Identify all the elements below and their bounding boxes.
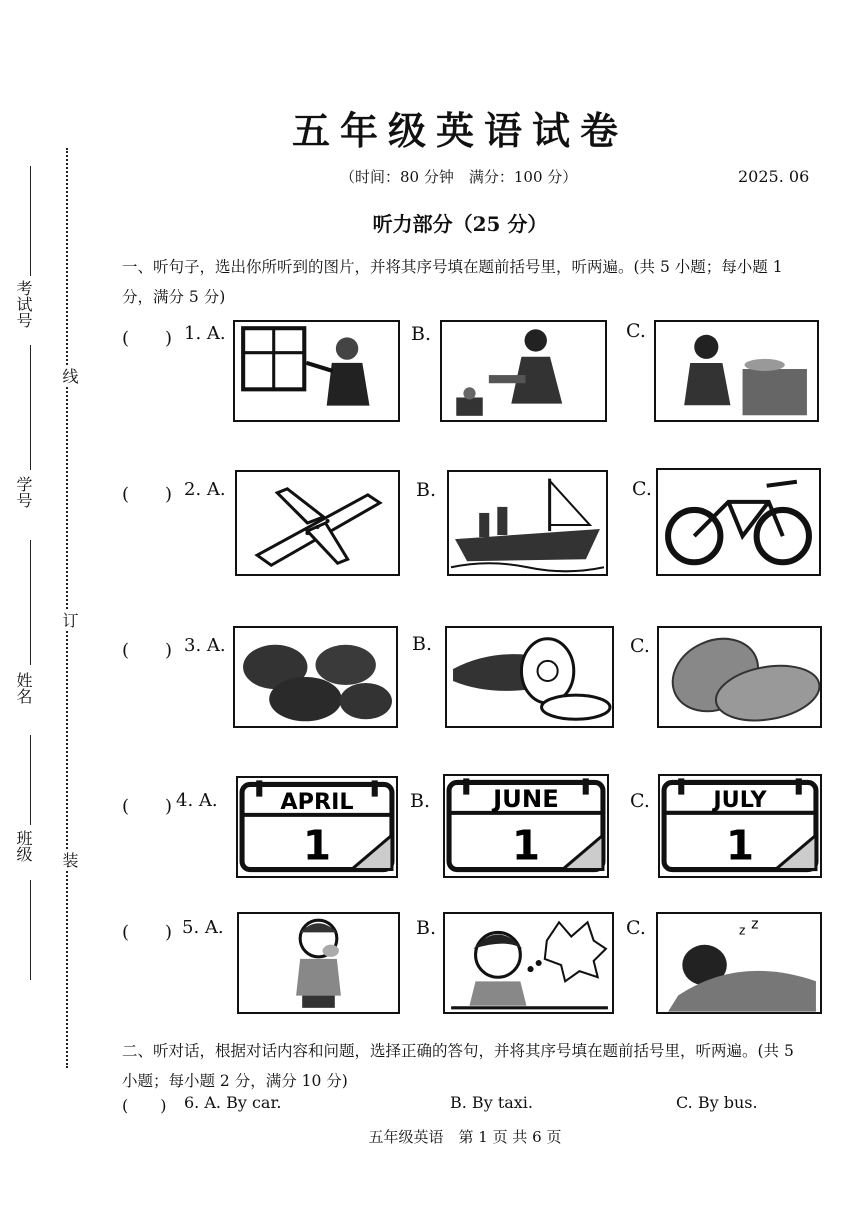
calendar-month-july: JULY	[713, 786, 767, 813]
calendar-day-b: 1	[511, 821, 541, 870]
q2-option-b-label: B.	[416, 479, 437, 501]
class-line-lower	[30, 880, 31, 980]
answer-blank-q2[interactable]: ( )	[122, 484, 173, 505]
answer-blank-q1[interactable]: ( )	[122, 328, 173, 349]
class-line	[30, 735, 31, 825]
q6-option-b[interactable]: B. By taxi.	[450, 1093, 534, 1112]
cut-mark-xian: 线	[60, 368, 79, 384]
svg-text:z: z	[751, 916, 759, 933]
q5-option-a-image[interactable]	[237, 912, 400, 1014]
cut-mark-zhuang: 装	[60, 852, 79, 868]
part1-instruction: 一、听句子，选出你所听到的图片，并将其序号填在题前括号里，听两遍。(共 5 小题；每小题 1 分，满分 5 分)	[122, 258, 783, 306]
q2-option-a-image[interactable]	[235, 470, 400, 576]
q2-option-c-image[interactable]	[656, 468, 821, 576]
question-2-label: 2. A.	[184, 479, 226, 500]
part2-instruction: 二、听对话，根据对话内容和问题，选择正确的答句，并将其序号填在题前括号里，听两遍。(共 5 小题；每小题 2 分，满分 10 分)	[122, 1042, 794, 1090]
q3-option-b-image[interactable]	[445, 626, 614, 728]
page-title: 五年级英语试卷	[291, 108, 628, 153]
q5-option-b-image[interactable]	[443, 912, 614, 1014]
q1-option-b-label: B.	[411, 323, 432, 345]
q5-option-c-label: C.	[626, 917, 646, 939]
calendar-day-c: 1	[725, 821, 755, 870]
q1-option-b-image[interactable]	[440, 320, 607, 422]
svg-text:z: z	[739, 923, 746, 938]
answer-blank-q6[interactable]: ( )	[122, 1096, 167, 1115]
q1-option-c-label: C.	[626, 320, 646, 342]
class-label: 班级	[14, 830, 33, 862]
q1-option-c-image[interactable]	[654, 320, 819, 422]
calendar-month-april: APRIL	[280, 788, 354, 815]
q2-option-c-label: C.	[632, 478, 652, 500]
calendar-month-june: JUNE	[493, 783, 559, 813]
question-4-label: 4. A.	[176, 790, 218, 811]
name-label: 姓名	[14, 672, 33, 704]
q5-option-c-image[interactable]	[656, 912, 822, 1014]
q1-option-a-image[interactable]	[233, 320, 400, 422]
exam-no-label: 考试号	[14, 280, 33, 328]
question-3-label: 3. A.	[184, 635, 226, 656]
exam-date: 2025. 06	[738, 167, 810, 186]
q5-option-b-label: B.	[416, 917, 437, 939]
q3-option-b-label: B.	[412, 633, 433, 655]
answer-blank-q5[interactable]: ( )	[122, 922, 173, 943]
q2-option-b-image[interactable]	[447, 470, 608, 576]
page-footer: 五年级英语 第 1 页 共 6 页	[368, 1128, 562, 1146]
student-no-line	[30, 345, 31, 470]
name-line	[30, 540, 31, 665]
calendar-day-a: 1	[302, 821, 332, 870]
q3-option-c-image[interactable]	[657, 626, 822, 728]
q3-option-c-label: C.	[630, 635, 650, 657]
section-title: 听力部分（25 分）	[372, 212, 548, 236]
q6-option-c[interactable]: C. By bus.	[676, 1093, 758, 1112]
answer-blank-q3[interactable]: ( )	[122, 640, 173, 661]
q4-option-c-label: C.	[630, 790, 650, 812]
student-no-label: 学号	[14, 476, 33, 508]
answer-blank-q4[interactable]: ( )	[122, 796, 173, 817]
q6-option-a[interactable]: 6. A. By car.	[184, 1093, 282, 1112]
q3-option-a-image[interactable]	[233, 626, 398, 728]
q4-option-b-calendar[interactable]	[443, 774, 609, 878]
cut-mark-ding: 订	[60, 612, 79, 628]
q4-option-b-label: B.	[410, 790, 431, 812]
q4-option-c-calendar[interactable]	[658, 774, 822, 878]
question-1-label: 1. A.	[184, 323, 226, 344]
exam-time-score: （时间：80 分钟 满分：100 分）	[340, 168, 578, 186]
q4-option-a-calendar[interactable]	[236, 776, 398, 878]
binding-dotted-line	[66, 148, 68, 1068]
question-5-label: 5. A.	[182, 917, 224, 938]
